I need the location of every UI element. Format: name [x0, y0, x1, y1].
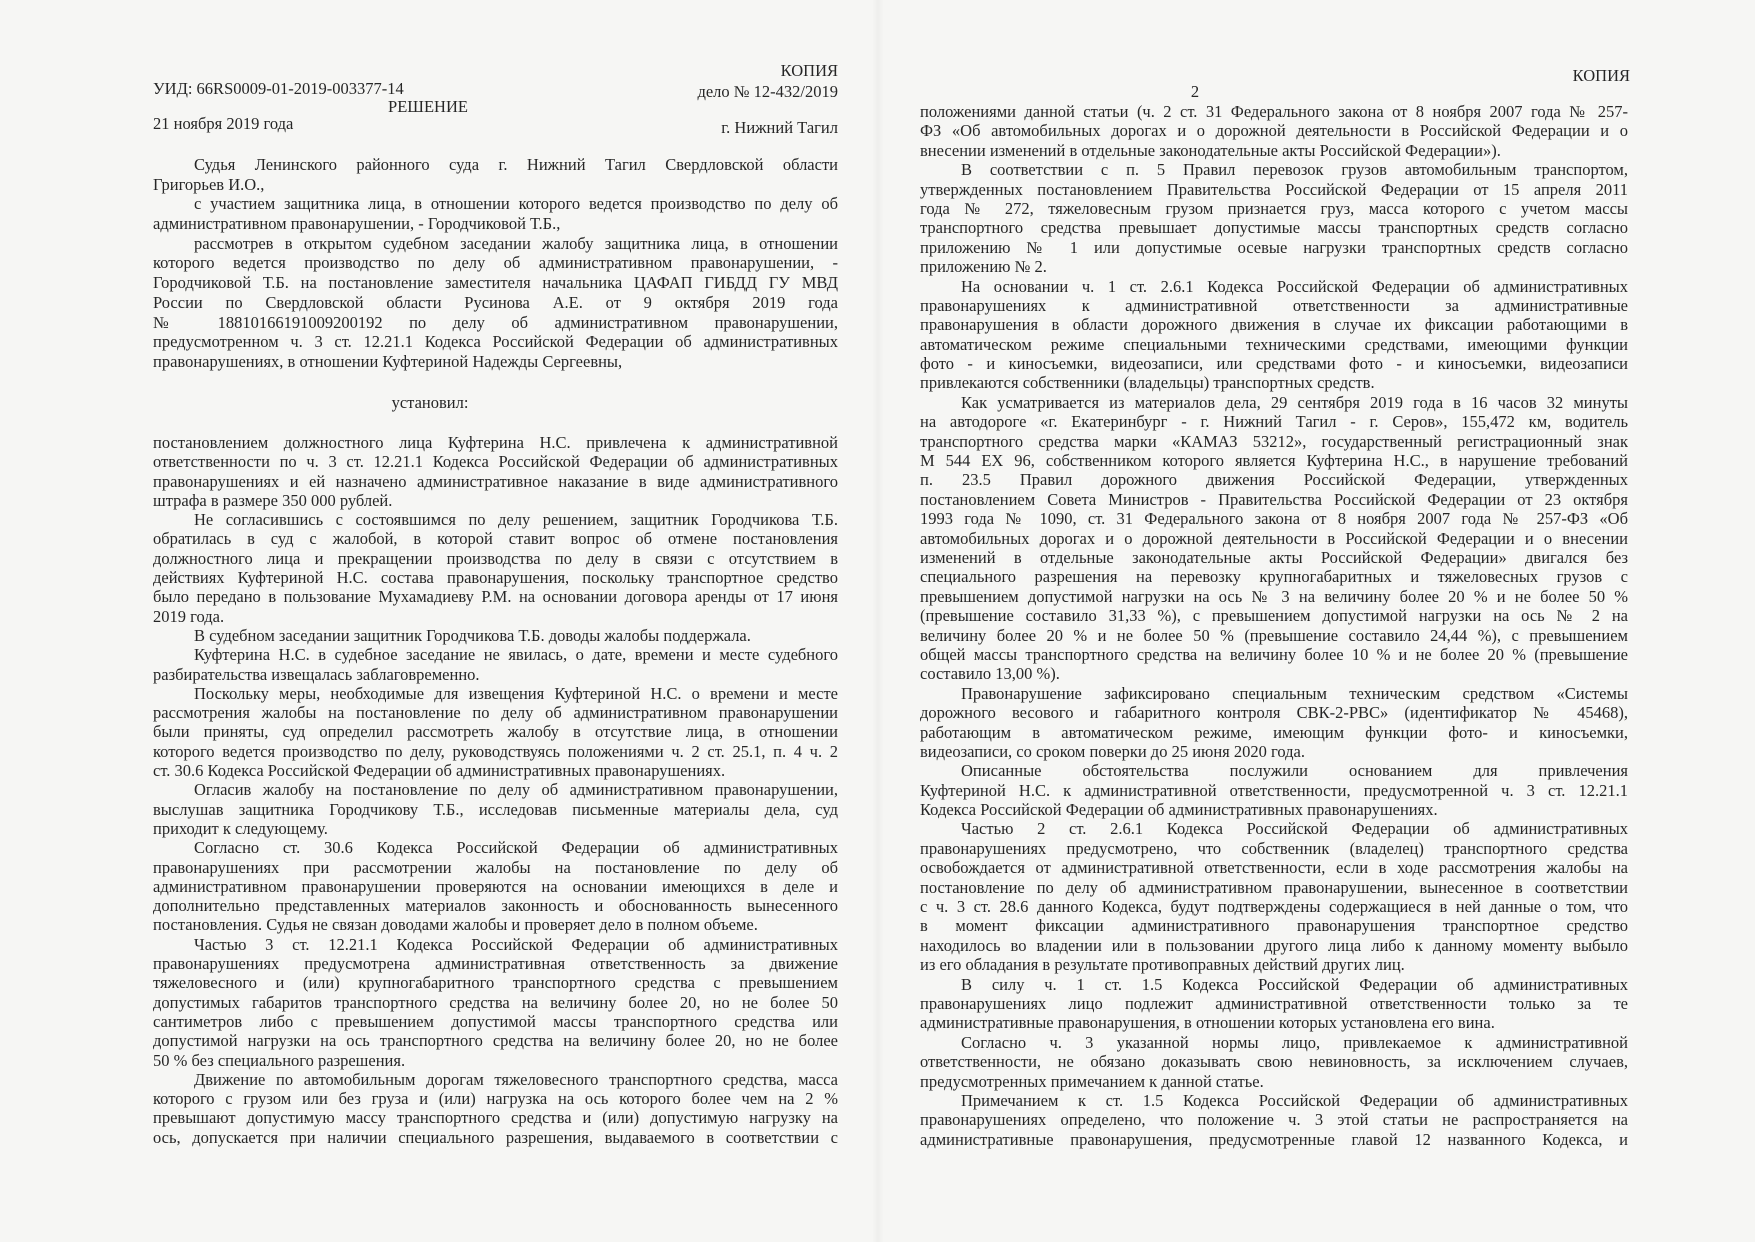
text-line: на автодороге «г. Екатеринбург - г. Нижний Тагил - г. Серов», 155,472 км, водитель: [920, 412, 1628, 432]
findings-section: [153, 433, 838, 1147]
text-line: штрафа в размере 350 000 рублей.: [153, 490, 393, 510]
case-uid: УИД: 66RS0009-01-2019-003377-14: [153, 79, 404, 98]
text-line: На основании ч. 1 ст. 2.6.1 Кодекса Российской Федерации об административных: [961, 276, 1628, 296]
text-line: правонарушениях предусмотрена административная ответственность за движение: [153, 954, 838, 974]
text-line: освобождается от административной ответственности, если в ходе рассмотрения жалобы на: [920, 858, 1628, 878]
text-line: автоматическом режиме специальными техническими средствами, имеющими функции: [920, 334, 1628, 354]
text-line: превышают допустимую массу транспортного средства и (или) допустимую нагрузку на: [153, 1108, 838, 1128]
text-line: Частью 2 ст. 2.6.1 Кодекса Российской Федерации об административных: [961, 819, 1628, 839]
text-line: видеозаписи, со сроком поверки до 25 июня 2020 года.: [920, 741, 1305, 761]
text-line: 1993 года № 1090, ст. 31 Федерального закона от 8 ноября 2007 года № 257-ФЗ «Об: [920, 509, 1628, 529]
text-line: Примечанием к ст. 1.5 Кодекса Российской Федерации об административных: [961, 1090, 1628, 1110]
page-number: 2: [1190, 82, 1200, 101]
text-line: ФЗ «Об автомобильных дорогах и о дорожной деятельности в Российской Федерации и о: [920, 121, 1628, 141]
text-line: действиях Куфтериной Н.С. состава правонарушения, поскольку транспортное средство: [153, 568, 838, 588]
text-line: изменений в отдельные законодательные акты Российской Федерации» двигался без: [920, 547, 1628, 567]
text-line: административные правонарушения, предусмотренные главой 12 названного Кодекса, и: [920, 1129, 1628, 1149]
text-line: выслушав защитника Городчикову Т.Б., исследовав письменные материалы дела, суд: [153, 799, 838, 819]
text-line: М 544 ЕХ 96, собственником которого является Куфтерина Н.С., в нарушение требований: [920, 451, 1628, 471]
page-gutter: [872, 0, 884, 1242]
text-line: 50 % без специального разрешения.: [153, 1050, 406, 1070]
text-line: утвержденных постановлением Правительства Российской Федерации от 15 апреля 2011: [920, 179, 1628, 199]
text-line: Описанные обстоятельства послужили основанием для привлечения: [961, 761, 1628, 781]
text-line: Поскольку меры, необходимые для извещения Куфтериной Н.С. о времени и месте: [194, 683, 838, 703]
decision-place: г. Нижний Тагил: [721, 118, 838, 137]
text-line: Как усматривается из материалов дела, 29 сентября 2019 года в 16 часов 32 минуты: [961, 392, 1628, 412]
paragraph: [920, 102, 1628, 160]
text-line: Куфтерина Н.С. в судебное заседание не явилась, о дате, времени и месте судебного: [194, 645, 838, 665]
text-line: года № 272, тяжеловесным грузом признается груз, масса которого с учетом массы: [920, 198, 1628, 218]
text-line: 2019 года.: [153, 606, 225, 626]
text-line: внесении изменений в отдельные законодательные акты Российской Федерации»).: [920, 140, 1501, 160]
text-line: транспортного средства марки «КАМАЗ 53212», государственный регистрационный знак: [920, 431, 1628, 451]
text-line: постановлением Совета Министров - Правительства Российской Федерации от 23 октября: [920, 489, 1628, 509]
text-line: предусмотренном ч. 3 ст. 12.21.1 Кодекса Российской Федерации об административных: [153, 332, 838, 352]
paragraph: [153, 510, 838, 626]
text-line: правонарушениях при рассмотрении жалобы на постановление по делу об: [153, 857, 838, 877]
text-line: ответственности, не обязано доказывать свою невиновность, за исключением случаев,: [920, 1052, 1628, 1072]
paragraph: [153, 1070, 838, 1147]
text-line: Городчиковой Т.Б. на постановление заместителя начальника ЦАФАП ГИБДД ГУ МВД: [153, 273, 838, 293]
reasoning-section: [920, 102, 1628, 1149]
text-line: Согласно ч. 3 указанной нормы лицо, привлекаемое к административной: [961, 1032, 1628, 1052]
text-line: п. 23.5 Правил дорожного движения Российской Федерации, утвержденных: [920, 470, 1628, 490]
text-line: № 18810166191009200192 по делу об административном правонарушении,: [153, 312, 838, 332]
text-line: приходит к следующему.: [153, 818, 328, 838]
text-line: правонарушениях определено, что положение ч. 3 этой статьи не распространяется на: [920, 1110, 1628, 1130]
text-line: ответственности по ч. 3 ст. 12.21.1 Кодекса Российской Федерации об административных: [153, 452, 838, 472]
paragraph: [153, 780, 838, 838]
paragraph: [153, 155, 838, 194]
text-line: административные правонарушения, в отношении которых установлена его вина.: [920, 1013, 1495, 1033]
text-line: ст. 30.6 Кодекса Российской Федерации об административных правонарушениях.: [153, 761, 726, 781]
text-line: специального разрешения на перевозку крупногабаритных и тяжеловесных грузов с: [920, 567, 1628, 587]
document-title: РЕШЕНИЕ: [388, 97, 468, 116]
text-line: дорожного весового и габаритного контроля СВК-2-РВС» (идентификатор № 45468),: [920, 703, 1628, 723]
text-line: дополнительно представленных материалов законность и обоснованность вынесенного: [153, 896, 838, 916]
text-line: автомобильных дорогах и о дорожной деятельности в Российской Федерации и о внесении: [920, 528, 1628, 548]
text-line: (превышение составило 31,33 %), с превышением допустимой нагрузки на ось № 2 на: [920, 606, 1628, 626]
text-line: фото - и киносъемки, видеозаписи, или средствами фото - и киносъемки, видеозаписи: [920, 354, 1628, 374]
paragraph: [153, 194, 838, 233]
text-line: Григорьев И.О.,: [153, 174, 265, 194]
text-line: ось, допускается при наличии специального разрешения, выдаваемого в соответствии с: [153, 1127, 838, 1147]
text-line: с ч. 3 ст. 28.6 данного Кодекса, будут подтверждены содержащиеся в ней данные о том, что: [920, 897, 1628, 917]
text-line: было передано в пользование Мухамадиеву Р.М. на основании договора аренды от 17 июня: [153, 587, 838, 607]
text-line: Не согласившись с состоявшимся по делу решением, защитник Городчикова Т.Б.: [194, 510, 838, 530]
text-line: рассмотрев в открытом судебном заседании жалобу защитника лица, в отношении: [194, 233, 838, 253]
text-line: Движение по автомобильным дорогам тяжеловесного транспортного средства, масса: [194, 1069, 838, 1089]
text-line: правонарушениях лицо подлежит административной ответственности только за те: [920, 993, 1628, 1013]
text-line: сантиметров либо с превышением допустимой массы транспортного средства или: [153, 1011, 838, 1031]
text-line: должностного лица и прекращении производства по делу в связи с отсутствием в: [153, 548, 838, 568]
copy-mark: КОПИЯ: [1572, 66, 1630, 85]
text-line: Правонарушение зафиксировано специальным техническим средством «Системы: [961, 683, 1628, 703]
text-line: приложению № 1 или допустимые осевые нагрузки транспортных средств согласно: [920, 237, 1628, 257]
text-line: правонарушения в области дорожного движения в случае их фиксации работающими в: [920, 315, 1628, 335]
text-line: предусмотренных примечанием к данной статье.: [920, 1071, 1264, 1091]
text-line: В судебном заседании защитник Городчикова Т.Б. доводы жалобы поддержала.: [194, 625, 751, 645]
paragraph: [153, 684, 838, 780]
paragraph: [920, 819, 1628, 974]
text-line: административном правонарушении проверяются на основании имеющихся в деле и: [153, 876, 838, 896]
text-line: составило 13,00 %).: [920, 664, 1060, 684]
paragraph: [920, 761, 1628, 819]
text-line: которого ведется производство по делу, руководствуясь положениями ч. 2 ст. 25.1, п. 4 ч. 2: [153, 741, 838, 761]
text-line: России по Свердловской области Русинова А.Е. от 9 октября 2019 года: [153, 292, 838, 312]
text-line: Огласив жалобу на постановление по делу об административном правонарушении,: [194, 780, 838, 800]
text-line: административном правонарушении, - Городчиковой Т.Б.,: [153, 214, 561, 234]
intro-section: [153, 155, 838, 372]
text-line: приложению № 2.: [920, 257, 1047, 277]
paragraph: [153, 234, 838, 372]
paragraph: [153, 838, 838, 934]
text-line: допустимой нагрузки на ось транспортного средства на величину более 20, но не более: [153, 1031, 838, 1051]
text-line: величину более 20 % и не более 50 % (превышение составило 24,44 %), с превышением: [920, 625, 1628, 645]
paragraph: [920, 975, 1628, 1033]
text-line: тяжеловесного и (или) крупногабаритного транспортного средства с превышением: [153, 973, 838, 993]
text-line: Согласно ст. 30.6 Кодекса Российской Федерации об административных: [194, 838, 838, 858]
text-line: работающим в автоматическом режиме, имеющим функции фото- и киносъемки,: [920, 722, 1628, 742]
text-line: Куфтериной Н.С. к административной ответственности, предусмотренной ч. 3 ст. 12.21.1: [920, 780, 1628, 800]
text-line: которого ведется производство по делу об административном правонарушении, -: [153, 253, 838, 273]
text-line: постановления. Судья не связан доводами жалобы и проверяет дело в полном объеме.: [153, 915, 758, 935]
text-line: превышением допустимой нагрузки на ось № 3 на величину более 20 % и не более 50 %: [920, 586, 1628, 606]
text-line: рассмотрения жалобы на постановление по делу об административном правонарушении: [153, 703, 838, 723]
text-line: в момент фиксации административного правонарушения транспортное средство: [920, 916, 1628, 936]
decision-date: 21 ноября 2019 года: [153, 114, 294, 133]
paragraph: [153, 645, 838, 684]
text-line: постановлением должностного лица Куфтерина Н.С. привлечена к административной: [153, 433, 838, 452]
established-heading: установил:: [391, 393, 469, 412]
text-line: В соответствии с п. 5 Правил перевозок грузов автомобильным транспортом,: [961, 160, 1628, 180]
case-number: дело № 12-432/2019: [697, 82, 838, 101]
text-line: находилось во владении или в пользовании другого лица либо к данному моменту выбыло: [920, 935, 1628, 955]
text-line: постановление по делу об административном правонарушении, вынесенное в соответствии: [920, 877, 1628, 897]
text-line: с участием защитника лица, в отношении которого ведется производство по делу об: [194, 194, 838, 214]
text-line: привлекаются собственники (владельцы) транспортных средств.: [920, 373, 1375, 393]
paragraph: [920, 160, 1628, 276]
text-line: допустимых габаритов транспортного средства на величину более 20, но не более 50: [153, 992, 838, 1012]
text-line: транспортного средства превышает допустимые массы транспортных средств согласно: [920, 218, 1628, 238]
paragraph: [920, 277, 1628, 393]
text-line: общей массы транспортного средства на величину более 10 % и не более 20 % (превышение: [920, 644, 1628, 664]
copy-mark: КОПИЯ: [780, 61, 838, 80]
paragraph: [153, 433, 838, 510]
text-line: правонарушениях и ей назначено административное наказание в виде административного: [153, 471, 838, 491]
paragraph: [920, 393, 1628, 684]
text-line: положениями данной статьи (ч. 2 ст. 31 Федерального закона от 8 ноября 2007 года № 257-: [920, 102, 1628, 121]
paragraph: [153, 626, 838, 645]
text-line: правонарушениях к административной ответственности за административные: [920, 295, 1628, 315]
text-line: из его обладания в результате противоправных действий других лиц.: [920, 955, 1405, 975]
text-line: правонарушениях, в отношении Куфтериной Надежды Сергеевны,: [153, 351, 623, 371]
paragraph: [920, 1091, 1628, 1149]
text-line: разбирательства извещалась заблаговременно.: [153, 664, 480, 684]
text-line: были приняты, суд определил рассмотреть жалобу в отсутствие лица, в отношении: [153, 722, 838, 742]
text-line: В силу ч. 1 ст. 1.5 Кодекса Российской Федерации об административных: [961, 974, 1628, 994]
paragraph: [920, 1033, 1628, 1091]
text-line: обратилась в суд с жалобой, в которой ставит вопрос об отмене постановления: [153, 529, 838, 549]
paragraph: [920, 684, 1628, 762]
text-line: правонарушениях предусмотрено, что собственник (владелец) транспортного средства: [920, 838, 1628, 858]
paragraph: [153, 935, 838, 1070]
text-line: Судья Ленинского районного суда г. Нижний Тагил Свердловской области: [194, 155, 838, 174]
text-line: которого с грузом или без груза и (или) нагрузка на ось которого более чем на 2 %: [153, 1089, 838, 1109]
text-line: Частью 3 ст. 12.21.1 Кодекса Российской Федерации об административных: [194, 934, 838, 954]
text-line: Кодекса Российской Федерации об административных правонарушениях.: [920, 800, 1438, 820]
